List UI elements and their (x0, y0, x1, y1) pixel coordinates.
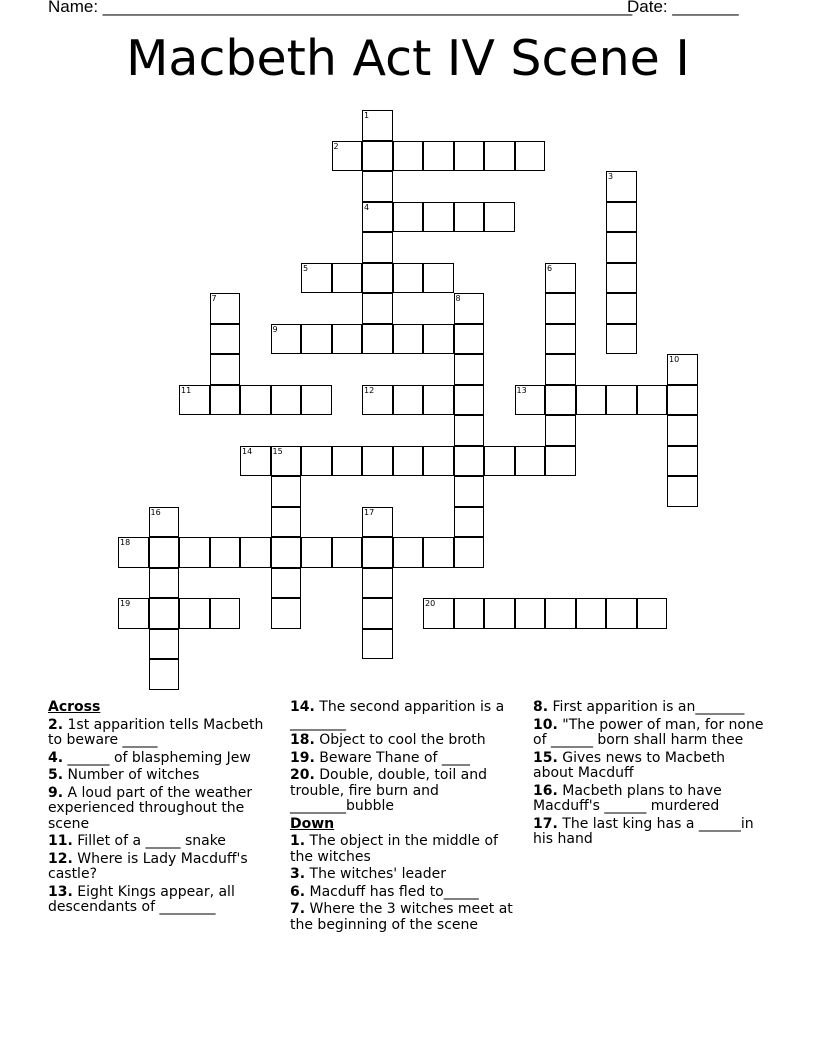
grid-cell[interactable] (362, 293, 393, 324)
grid-cell[interactable] (454, 202, 485, 233)
grid-cell[interactable] (362, 263, 393, 294)
grid-cell[interactable] (210, 537, 241, 568)
grid-cell[interactable] (423, 263, 454, 294)
grid-cell[interactable] (667, 415, 698, 446)
clue-down-10: 10. "The power of man, for none of ______ born shall harm thee (533, 716, 764, 748)
grid-cell[interactable] (362, 202, 393, 233)
grid-cell[interactable] (210, 324, 241, 355)
grid-cell[interactable] (667, 385, 698, 416)
grid-cell[interactable] (149, 507, 180, 538)
clue-across-18: 18. Object to cool the broth (290, 732, 486, 748)
grid-cell[interactable] (362, 507, 393, 538)
grid-cell[interactable] (423, 385, 454, 416)
grid-cell[interactable] (454, 507, 485, 538)
grid-cell[interactable] (362, 598, 393, 629)
clue-number: 18 (120, 538, 131, 547)
grid-cell[interactable] (393, 385, 424, 416)
grid-cell[interactable] (454, 415, 485, 446)
grid-cell[interactable] (210, 598, 241, 629)
clue-across-2: 2. 1st apparition tells Macbeth to beware _____ (48, 716, 264, 748)
grid-cell[interactable] (149, 629, 180, 660)
grid-cell[interactable] (454, 293, 485, 324)
grid-cell[interactable] (637, 385, 668, 416)
grid-cell[interactable] (179, 537, 210, 568)
grid-cell[interactable] (545, 415, 576, 446)
clue-number: 7 (211, 294, 217, 303)
grid-cell[interactable] (545, 263, 576, 294)
grid-cell[interactable] (393, 446, 424, 477)
grid-cell[interactable] (210, 293, 241, 324)
clue-number: 9 (272, 324, 278, 334)
grid-cell[interactable] (423, 598, 454, 629)
grid-cell[interactable] (362, 446, 393, 477)
grid-cell[interactable] (576, 385, 607, 416)
clue-number: 17 (364, 507, 375, 517)
clue-number: 10 (669, 355, 680, 364)
puzzle-title: Macbeth Act IV Scene I (126, 30, 690, 87)
grid-cell[interactable] (271, 385, 302, 416)
grid-cell[interactable] (271, 324, 302, 355)
grid-cell[interactable] (149, 568, 180, 599)
grid-cell[interactable] (332, 263, 363, 294)
grid-cell[interactable] (515, 141, 546, 172)
grid-cell[interactable] (484, 202, 515, 233)
grid-cell[interactable] (271, 507, 302, 538)
grid-cell[interactable] (179, 385, 210, 416)
clue-across-11: 11. Fillet of a _____ snake (48, 833, 226, 849)
clue-down-7: 7. Where the 3 witches meet at the beginning of the scene (290, 901, 513, 933)
clue-number: 14 (242, 446, 253, 456)
grid-cell[interactable] (606, 232, 637, 263)
clue-across-12: 12. Where is Lady Macduff's castle? (48, 850, 248, 882)
clue-down-8: 8. First apparition is an_______ (533, 699, 745, 715)
grid-cell[interactable] (423, 324, 454, 355)
clue-number: 2 (333, 141, 339, 151)
grid-cell[interactable] (118, 537, 149, 568)
grid-cell[interactable] (606, 171, 637, 202)
grid-cell[interactable] (454, 446, 485, 477)
grid-cell[interactable] (271, 476, 302, 507)
grid-cell[interactable] (271, 537, 302, 568)
grid-cell[interactable] (332, 446, 363, 477)
grid-cell[interactable] (362, 171, 393, 202)
grid-cell[interactable] (637, 598, 668, 629)
name-line: Name: ________________________________________________________ (48, 0, 633, 16)
grid-cell[interactable] (515, 385, 546, 416)
grid-cell[interactable] (454, 354, 485, 385)
clue-across-4: 4. ______ of blaspheming Jew (48, 749, 251, 766)
clue-number: 16 (150, 507, 161, 517)
grid-cell[interactable] (454, 385, 485, 416)
grid-cell[interactable] (362, 232, 393, 263)
clue-down-15: 15. Gives news to Macbeth about Macduff (533, 749, 726, 781)
grid-cell[interactable] (393, 141, 424, 172)
across-heading: Across (48, 699, 101, 715)
grid-cell[interactable] (423, 141, 454, 172)
grid-cell[interactable] (362, 568, 393, 599)
clue-across-13: 13. Eight Kings appear, all descendants of ________ (48, 883, 235, 915)
clue-down-6: 6. Macduff has fled to_____ (290, 883, 479, 900)
grid-cell[interactable] (454, 324, 485, 355)
clue-down-17: 17. The last king has a ______in his hand (533, 815, 754, 847)
clue-across-9: 9. A loud part of the weather experienced throughout the scene (48, 784, 253, 832)
grid-cell[interactable] (545, 324, 576, 355)
grid-cell[interactable] (454, 141, 485, 172)
grid-cell[interactable] (423, 537, 454, 568)
clue-column-1 (48, 700, 280, 918)
grid-cell[interactable] (606, 293, 637, 324)
grid-cell[interactable] (362, 537, 393, 568)
date-line: Date: _______ (627, 0, 739, 16)
clue-number: 3 (608, 172, 614, 181)
clue-down-16: 16. Macbeth plans to have Macduff's ______ murdered (533, 782, 722, 814)
grid-cell[interactable] (332, 324, 363, 355)
grid-cell[interactable] (118, 598, 149, 629)
grid-cell[interactable] (210, 354, 241, 385)
grid-cell[interactable] (606, 385, 637, 416)
grid-cell[interactable] (301, 446, 332, 477)
clue-number: 1 (364, 111, 370, 120)
grid-cell[interactable] (606, 202, 637, 233)
grid-cell[interactable] (393, 537, 424, 568)
grid-cell[interactable] (301, 324, 332, 355)
grid-cell[interactable] (423, 446, 454, 477)
clue-column-3 (533, 700, 769, 850)
clue-number: 6 (547, 263, 553, 273)
grid-cell[interactable] (606, 598, 637, 629)
grid-cell[interactable] (393, 202, 424, 233)
grid-cell[interactable] (393, 324, 424, 355)
grid-cell[interactable] (271, 446, 302, 477)
grid-cell[interactable] (149, 659, 180, 690)
grid-cell[interactable] (301, 263, 332, 294)
clue-across-5: 5. Number of witches (48, 767, 200, 783)
grid-cell[interactable] (545, 598, 576, 629)
grid-cell[interactable] (362, 385, 393, 416)
grid-cell[interactable] (393, 263, 424, 294)
clue-column-2 (290, 700, 520, 935)
grid-cell[interactable] (149, 598, 180, 629)
grid-cell[interactable] (210, 385, 241, 416)
grid-cell[interactable] (240, 537, 271, 568)
clue-down-3: 3. The witches' leader (290, 866, 446, 882)
grid-cell[interactable] (301, 537, 332, 568)
grid-cell[interactable] (545, 446, 576, 477)
down-heading: Down (290, 815, 335, 832)
grid-cell[interactable] (454, 598, 485, 629)
grid-cell[interactable] (667, 476, 698, 507)
grid-cell[interactable] (484, 141, 515, 172)
grid-cell[interactable] (423, 202, 454, 233)
grid-cell[interactable] (667, 446, 698, 477)
clue-down-1: 1. The object in the middle of the witches (290, 833, 498, 865)
grid-cell[interactable] (484, 598, 515, 629)
grid-cell[interactable] (271, 598, 302, 629)
clue-across-19: 19. Beware Thane of ____ (290, 749, 470, 766)
grid-cell[interactable] (606, 324, 637, 355)
grid-cell[interactable] (240, 385, 271, 416)
grid-cell[interactable] (149, 537, 180, 568)
grid-cell[interactable] (332, 141, 363, 172)
grid-cell[interactable] (362, 110, 393, 141)
grid-cell[interactable] (545, 354, 576, 385)
grid-cell[interactable] (545, 385, 576, 416)
grid-cell[interactable] (454, 537, 485, 568)
clue-number: 12 (364, 385, 375, 395)
clue-number: 8 (455, 294, 461, 303)
clue-number: 19 (120, 599, 131, 608)
clue-number: 11 (181, 385, 192, 395)
grid-cell[interactable] (362, 141, 393, 172)
grid-cell[interactable] (362, 324, 393, 355)
grid-cell[interactable] (332, 537, 363, 568)
grid-cell[interactable] (454, 476, 485, 507)
grid-cell[interactable] (240, 446, 271, 477)
grid-cell[interactable] (606, 263, 637, 294)
clue-number: 13 (516, 385, 527, 395)
clue-number: 20 (425, 599, 436, 608)
clue-across-14: 14. The second apparition is a ________ (290, 699, 505, 731)
grid-cell[interactable] (545, 293, 576, 324)
grid-cell[interactable] (179, 598, 210, 629)
grid-cell[interactable] (301, 385, 332, 416)
grid-cell[interactable] (515, 598, 546, 629)
clue-number: 4 (364, 202, 370, 212)
grid-cell[interactable] (576, 598, 607, 629)
grid-cell[interactable] (515, 446, 546, 477)
clue-number: 5 (303, 263, 309, 273)
grid-cell[interactable] (667, 354, 698, 385)
grid-cell[interactable] (362, 629, 393, 660)
clue-across-20: 20. Double, double, toil and trouble, fire burn and ________bubble (290, 767, 488, 814)
clue-number: 15 (272, 446, 283, 456)
grid-cell[interactable] (484, 446, 515, 477)
grid-cell[interactable] (271, 568, 302, 599)
